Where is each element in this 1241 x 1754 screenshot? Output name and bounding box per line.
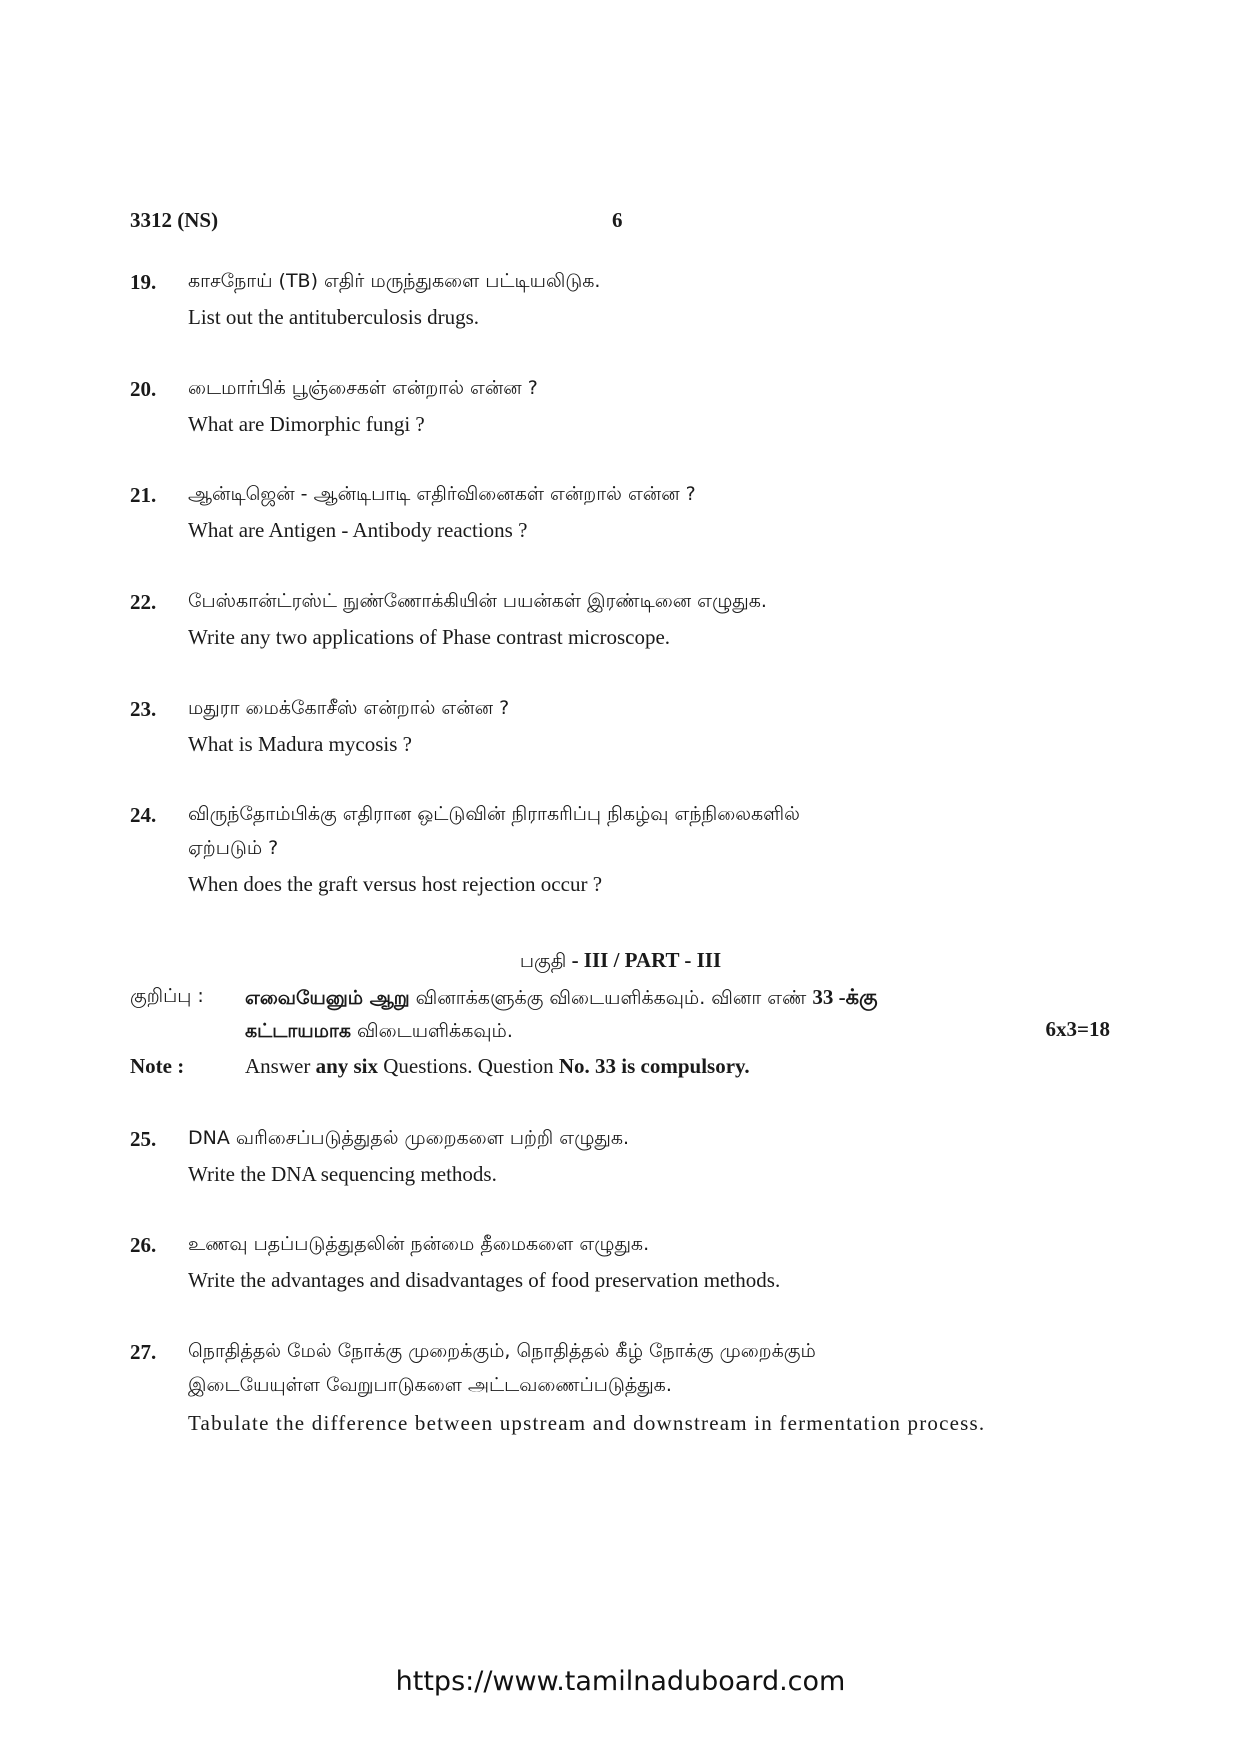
part-heading bbox=[0, 948, 1241, 975]
question-number: 26. bbox=[130, 1233, 157, 1257]
note-tamil-question-number: 33 -க்கு bbox=[812, 985, 878, 1009]
note-en-part4: No. 33 is compulsory. bbox=[558, 1054, 750, 1078]
question-english: What are Antigen - Antibody reactions ? bbox=[188, 518, 528, 542]
question-number: 20. bbox=[130, 377, 157, 401]
question-tamil-line2: இடையேயுள்ள வேறுபாடுகளை அட்டவணைப்படுத்துக. bbox=[188, 1374, 672, 1396]
question-english: Write the advantages and disadvantages of food preservation methods. bbox=[188, 1268, 781, 1292]
marks-scheme: 6x3=18 bbox=[1045, 1017, 1110, 1041]
question-number: 19. bbox=[130, 270, 157, 294]
question-tamil: ஆன்டிஜென் - ஆன்டிபாடி எதிர்வினைகள் என்றால் என்ன ? bbox=[188, 483, 696, 505]
note-en-part3: Questions. Question bbox=[378, 1054, 559, 1078]
question-english: Tabulate the difference between upstream and downstream in fermentation process. bbox=[188, 1411, 986, 1435]
question-tamil: DNA வரிசைப்படுத்துதல் முறைகளை பற்றி எழுதுக. bbox=[188, 1127, 630, 1149]
note-english-label: Note : bbox=[130, 1054, 185, 1078]
part-heading-tamil: பகுதி bbox=[519, 950, 567, 972]
question-tamil: நொதித்தல் மேல் நோக்கு முறைக்கும், நொதித்தல் கீழ் நோக்கு முறைக்கும் bbox=[188, 1340, 816, 1362]
note-en-part1: Answer bbox=[245, 1054, 316, 1078]
question-english: What is Madura mycosis ? bbox=[188, 732, 412, 756]
note-tamil-emphasis: எவையேனும் ஆறு bbox=[245, 987, 410, 1009]
note-tamil-line2 bbox=[245, 1020, 513, 1045]
note-tamil-label: குறிப்பு : bbox=[130, 985, 204, 1007]
question-english: When does the graft versus host rejection occur ? bbox=[188, 872, 603, 896]
question-number: 24. bbox=[130, 803, 157, 827]
question-tamil-line2: ஏற்படும் ? bbox=[188, 837, 279, 859]
question-tamil: காசநோய் (TB) எதிர் மருந்துகளை பட்டியலிடுக. bbox=[188, 270, 601, 292]
question-tamil: உணவு பதப்படுத்துதலின் நன்மை தீமைகளை எழுதுக. bbox=[188, 1233, 650, 1255]
question-tamil: டைமார்பிக் பூஞ்சைகள் என்றால் என்ன ? bbox=[188, 377, 538, 399]
question-tamil: மதுரா மைக்கோசீஸ் என்றால் என்ன ? bbox=[188, 697, 510, 719]
question-english: List out the antituberculosis drugs. bbox=[188, 305, 480, 329]
question-tamil: பேஸ்கான்ட்ரஸ்ட் நுண்ணோக்கியின் பயன்கள் இரண்டினை எழுதுக. bbox=[188, 590, 767, 612]
note-tamil-text2: விடையளிக்கவும். bbox=[350, 1020, 513, 1042]
question-number: 23. bbox=[130, 697, 157, 721]
question-number: 22. bbox=[130, 590, 157, 614]
page-number: 6 bbox=[612, 208, 623, 232]
question-tamil: விருந்தோம்பிக்கு எதிரான ஒட்டுவின் நிராகரிப்பு நிகழ்வு எந்நிலைகளில் bbox=[188, 803, 800, 825]
paper-code: 3312 (NS) bbox=[130, 208, 219, 232]
question-number: 27. bbox=[130, 1340, 157, 1364]
question-number: 25. bbox=[130, 1127, 157, 1151]
question-number: 21. bbox=[130, 483, 157, 507]
note-tamil-text: வினாக்களுக்கு விடையளிக்கவும். வினா எண் bbox=[409, 987, 813, 1009]
part-heading-english: - III / PART - III bbox=[566, 948, 722, 972]
website-url: https://www.tamilnaduboard.com bbox=[395, 1666, 846, 1697]
note-english-text bbox=[245, 1054, 750, 1079]
note-tamil-compulsory: கட்டாயமாக bbox=[245, 1020, 351, 1042]
note-tamil-line1 bbox=[245, 985, 878, 1012]
note-en-part2: any six bbox=[315, 1054, 379, 1078]
question-english: Write the DNA sequencing methods. bbox=[188, 1162, 497, 1186]
question-english: Write any two applications of Phase contrast microscope. bbox=[188, 625, 671, 649]
question-english: What are Dimorphic fungi ? bbox=[188, 412, 425, 436]
